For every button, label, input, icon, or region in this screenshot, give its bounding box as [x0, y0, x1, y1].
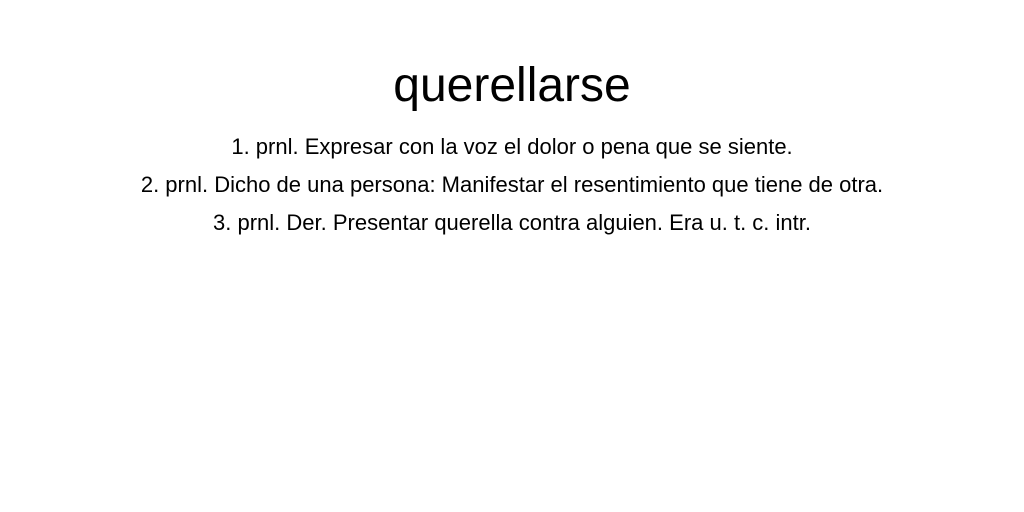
headword: querellarse: [393, 59, 631, 112]
definition-list: [0, 128, 1024, 242]
definition-item: 1. prnl. Expresar con la voz el dolor o pena que se siente.: [231, 134, 793, 159]
definition-item: 3. prnl. Der. Presentar querella contra alguien. Era u. t. c. intr.: [213, 210, 811, 235]
definition-item: 2. prnl. Dicho de una persona: Manifestar el resentimiento que tiene de otra.: [140, 172, 884, 197]
